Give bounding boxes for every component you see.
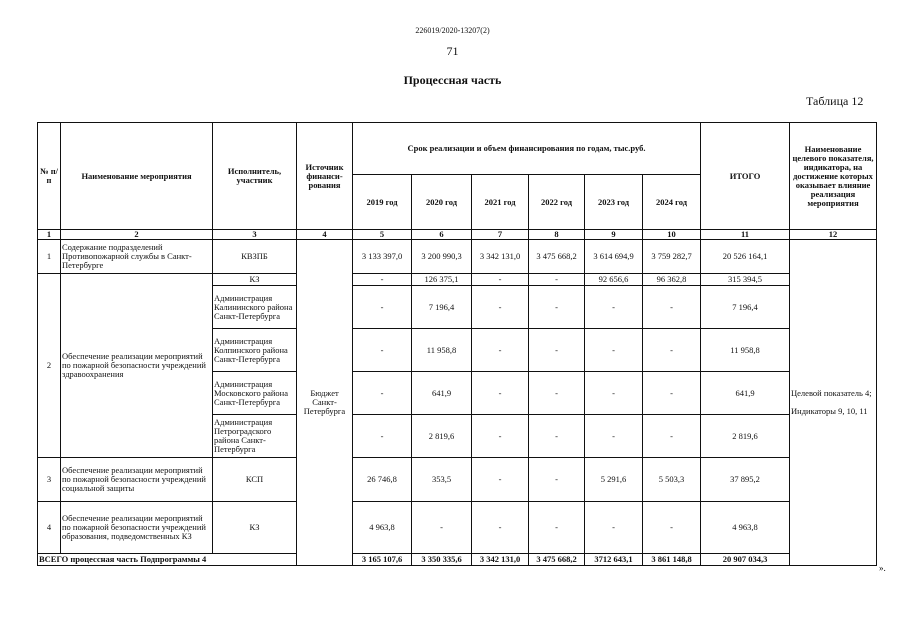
row-executor: Администрация Колпинского района Санкт-Петербурга bbox=[213, 329, 297, 372]
row-num: 2 bbox=[38, 274, 61, 458]
index-cell: 4 bbox=[297, 230, 353, 240]
value-cell: - bbox=[643, 372, 701, 415]
summary-value: 3712 643,1 bbox=[585, 554, 643, 566]
value-cell: 3 614 694,9 bbox=[585, 240, 643, 274]
value-cell: - bbox=[472, 274, 529, 286]
table-row bbox=[38, 458, 877, 502]
value-cell: 126 375,1 bbox=[412, 274, 472, 286]
summary-total: 20 907 034,3 bbox=[701, 554, 790, 566]
total-cell: 37 895,2 bbox=[701, 458, 790, 502]
row-executor: Администрация Калининского района Санкт-Петербурга bbox=[213, 286, 297, 329]
value-cell: - bbox=[529, 372, 585, 415]
value-cell: - bbox=[472, 329, 529, 372]
header-source: Источник финанси-рования bbox=[297, 123, 353, 230]
table-row bbox=[38, 502, 877, 554]
table-label: Таблица 12 bbox=[806, 94, 864, 108]
header-year: 2022 год bbox=[529, 175, 585, 230]
row-executor: КЗ bbox=[213, 502, 297, 554]
row-num: 3 bbox=[38, 458, 61, 502]
index-cell: 7 bbox=[472, 230, 529, 240]
total-cell: 641,9 bbox=[701, 372, 790, 415]
section-title: Процессная часть bbox=[403, 73, 502, 87]
summary-row bbox=[38, 554, 877, 566]
value-cell: 2 819,6 bbox=[412, 415, 472, 458]
value-cell: - bbox=[529, 286, 585, 329]
value-cell: - bbox=[529, 458, 585, 502]
row-executor: Администрация Московского района Санкт-Петербурга bbox=[213, 372, 297, 415]
summary-value: 3 475 668,2 bbox=[529, 554, 585, 566]
total-cell: 20 526 164,1 bbox=[701, 240, 790, 274]
table-row bbox=[38, 240, 877, 274]
value-cell: - bbox=[529, 502, 585, 554]
index-cell: 10 bbox=[643, 230, 701, 240]
value-cell: - bbox=[353, 274, 412, 286]
index-cell: 2 bbox=[61, 230, 213, 240]
value-cell: - bbox=[643, 286, 701, 329]
row-name: Содержание подразделений Противопожарной службы в Санкт-Петербурге bbox=[61, 240, 213, 274]
value-cell: 3 475 668,2 bbox=[529, 240, 585, 274]
header-year: 2023 год bbox=[585, 175, 643, 230]
index-cell: 3 bbox=[213, 230, 297, 240]
value-cell: - bbox=[529, 329, 585, 372]
value-cell: 5 503,3 bbox=[643, 458, 701, 502]
row-num: 1 bbox=[38, 240, 61, 274]
row-executor: КВЗПБ bbox=[213, 240, 297, 274]
value-cell: - bbox=[585, 502, 643, 554]
header-year: 2020 год bbox=[412, 175, 472, 230]
value-cell: 3 759 282,7 bbox=[643, 240, 701, 274]
value-cell: - bbox=[529, 415, 585, 458]
header-year: 2021 год bbox=[472, 175, 529, 230]
value-cell: - bbox=[472, 502, 529, 554]
header-indicator: Наименование целевого показателя, индикатора, на достижение которых оказывает влияние реализация мероприятия bbox=[790, 123, 877, 230]
value-cell: - bbox=[353, 415, 412, 458]
value-cell: 641,9 bbox=[412, 372, 472, 415]
value-cell: 353,5 bbox=[412, 458, 472, 502]
total-cell: 2 819,6 bbox=[701, 415, 790, 458]
row-executor: КЗ bbox=[213, 274, 297, 286]
total-cell: 315 394,5 bbox=[701, 274, 790, 286]
value-cell: - bbox=[472, 372, 529, 415]
closing-quote-mark: ». bbox=[879, 563, 886, 573]
value-cell: - bbox=[412, 502, 472, 554]
row-executor: Администрация Петроградского района Санкт-Петербурга bbox=[213, 415, 297, 458]
value-cell: 4 963,8 bbox=[353, 502, 412, 554]
financing-table bbox=[37, 122, 877, 566]
value-cell: 11 958,8 bbox=[412, 329, 472, 372]
value-cell: 26 746,8 bbox=[353, 458, 412, 502]
row-num: 4 bbox=[38, 502, 61, 554]
summary-value: 3 350 335,6 bbox=[412, 554, 472, 566]
header-total: ИТОГО bbox=[701, 123, 790, 230]
column-index-row bbox=[38, 230, 877, 240]
total-cell: 7 196,4 bbox=[701, 286, 790, 329]
value-cell: - bbox=[585, 286, 643, 329]
value-cell: - bbox=[585, 415, 643, 458]
total-cell: 11 958,8 bbox=[701, 329, 790, 372]
index-cell: 5 bbox=[353, 230, 412, 240]
row-name: Обеспечение реализации мероприятий по пожарной безопасности учреждений здравоохранения bbox=[61, 274, 213, 458]
summary-value: 3 165 107,6 bbox=[353, 554, 412, 566]
index-cell: 1 bbox=[38, 230, 61, 240]
row-executor: КСП bbox=[213, 458, 297, 502]
value-cell: - bbox=[472, 415, 529, 458]
page-number: 71 bbox=[446, 44, 459, 58]
value-cell: - bbox=[353, 372, 412, 415]
value-cell: - bbox=[585, 372, 643, 415]
value-cell: 3 342 131,0 bbox=[472, 240, 529, 274]
index-cell: 12 bbox=[790, 230, 877, 240]
value-cell: 3 200 990,3 bbox=[412, 240, 472, 274]
value-cell: - bbox=[585, 329, 643, 372]
value-cell: - bbox=[472, 458, 529, 502]
index-cell: 11 bbox=[701, 230, 790, 240]
document-code: 226019/2020-13207(2) bbox=[415, 26, 490, 35]
summary-label: ВСЕГО процессная часть Подпрограммы 4 bbox=[38, 554, 353, 566]
header-name: Наименование мероприятия bbox=[61, 123, 213, 230]
value-cell: 5 291,6 bbox=[585, 458, 643, 502]
value-cell: 3 133 397,0 bbox=[353, 240, 412, 274]
source-cell: Бюджет Санкт-Петербурга bbox=[297, 240, 353, 566]
value-cell: - bbox=[472, 286, 529, 329]
header-num: № п/п bbox=[38, 123, 61, 230]
value-cell: - bbox=[353, 329, 412, 372]
value-cell: 92 656,6 bbox=[585, 274, 643, 286]
header-year: 2024 год bbox=[643, 175, 701, 230]
value-cell: - bbox=[529, 274, 585, 286]
index-cell: 9 bbox=[585, 230, 643, 240]
header-period: Срок реализации и объем финансирования по годам, тыс.руб. bbox=[353, 123, 701, 175]
index-cell: 8 bbox=[529, 230, 585, 240]
indicator-cell: Целевой показатель 4; Индикаторы 9, 10, 11 bbox=[790, 240, 877, 566]
table-row bbox=[38, 274, 877, 286]
summary-value: 3 861 148,8 bbox=[643, 554, 701, 566]
value-cell: - bbox=[353, 286, 412, 329]
row-name: Обеспечение реализации мероприятий по пожарной безопасности учреждений образования, подведомственных КЗ bbox=[61, 502, 213, 554]
header-year: 2019 год bbox=[353, 175, 412, 230]
summary-value: 3 342 131,0 bbox=[472, 554, 529, 566]
value-cell: - bbox=[643, 502, 701, 554]
value-cell: - bbox=[643, 415, 701, 458]
value-cell: - bbox=[643, 329, 701, 372]
header-executor: Исполнитель, участник bbox=[213, 123, 297, 230]
value-cell: 96 362,8 bbox=[643, 274, 701, 286]
total-cell: 4 963,8 bbox=[701, 502, 790, 554]
index-cell: 6 bbox=[412, 230, 472, 240]
value-cell: 7 196,4 bbox=[412, 286, 472, 329]
row-name: Обеспечение реализации мероприятий по пожарной безопасности учреждений социальной защиты bbox=[61, 458, 213, 502]
